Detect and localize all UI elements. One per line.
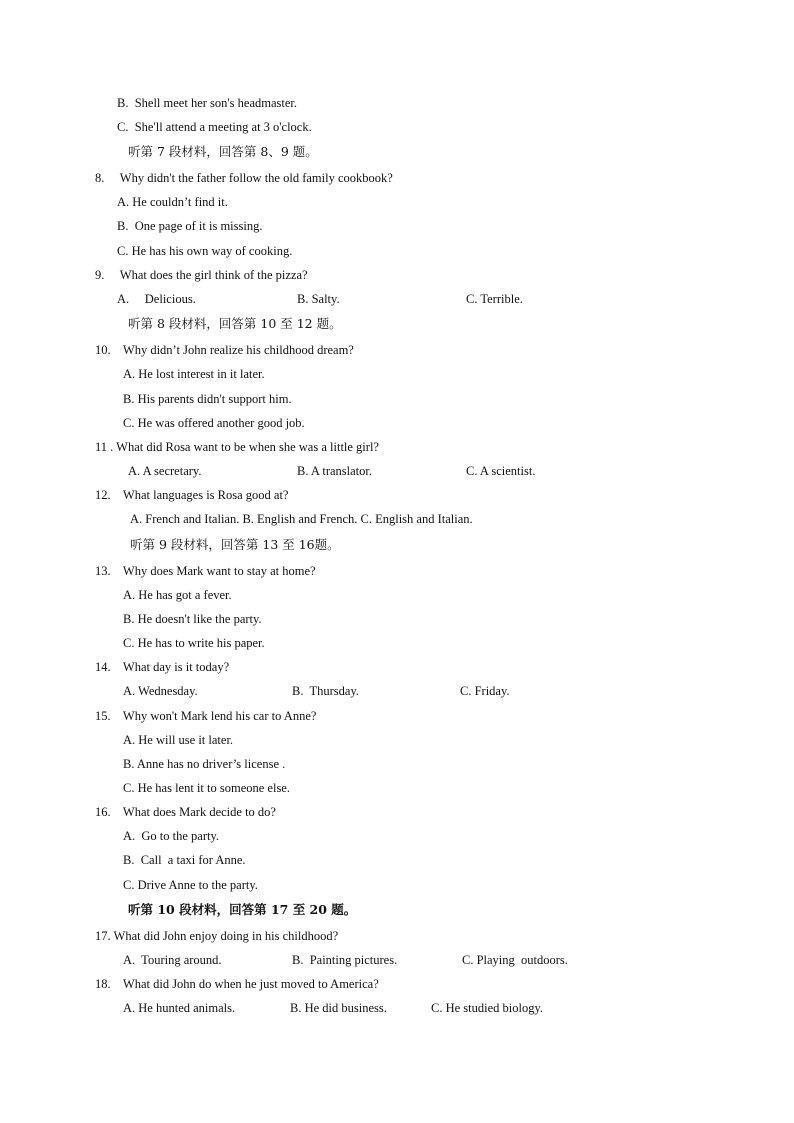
- option-11a: A. A secretary.: [128, 464, 202, 478]
- option-14c: C. Friday.: [460, 684, 510, 698]
- option-11b: B. A translator.: [297, 464, 372, 478]
- option-16c: C. Drive Anne to the party.: [123, 878, 258, 892]
- question-13: 13. Why does Mark want to stay at home?: [95, 564, 316, 578]
- option-7b: B. Shell meet her son's headmaster.: [117, 96, 297, 110]
- question-16: 16. What does Mark decide to do?: [95, 805, 276, 819]
- option-13a: A. He has got a fever.: [123, 588, 232, 602]
- option-10b: B. His parents didn't support him.: [123, 392, 292, 406]
- option-10a: A. He lost interest in it later.: [123, 367, 265, 381]
- option-16b: B. Call a taxi for Anne.: [123, 853, 246, 867]
- question-11: 11 . What did Rosa want to be when she was a little girl?: [95, 440, 379, 454]
- option-14b: B. Thursday.: [292, 684, 360, 698]
- question-10: 10. Why didn’t John realize his childhood dream?: [95, 343, 354, 357]
- option-15c: C. He has lent it to someone else.: [123, 781, 290, 795]
- option-18c: C. He studied biology.: [431, 1001, 544, 1015]
- question-14: 14. What day is it today?: [95, 660, 230, 674]
- option-18b: B. He did business.: [290, 1001, 387, 1015]
- section-heading-9: 听第 9 段材料，回答第 13 至 16题。: [130, 537, 340, 552]
- option-14a: A. Wednesday.: [123, 684, 198, 698]
- option-9b: B. Salty.: [297, 292, 340, 306]
- option-10c: C. He was offered another good job.: [123, 416, 305, 430]
- option-13c: C. He has to write his paper.: [123, 636, 265, 650]
- option-13b: B. He doesn't like the party.: [123, 612, 262, 626]
- question-17: 17. What did John enjoy doing in his childhood?: [95, 929, 339, 943]
- options-12: A. French and Italian. B. English and French. C. English and Italian.: [130, 512, 473, 526]
- option-7c: C. She'll attend a meeting at 3 o'clock.: [117, 120, 312, 134]
- question-9: 9. What does the girl think of the pizza?: [95, 268, 308, 282]
- option-16a: A. Go to the party.: [123, 829, 220, 843]
- option-8a: A. He couldn’t find it.: [117, 195, 228, 209]
- section-heading-8: 听第 8 段材料，回答第 10 至 12 题。: [128, 316, 342, 331]
- question-15: 15. Why won't Mark lend his car to Anne?: [95, 709, 317, 723]
- option-18a: A. He hunted animals.: [123, 1001, 236, 1015]
- option-9c: C. Terrible.: [466, 292, 523, 306]
- option-8b: B. One page of it is missing.: [117, 219, 263, 233]
- section-heading-10: 听第 10 段材料，回答第 17 至 20 题。: [128, 902, 357, 917]
- option-17a: A. Touring around.: [123, 953, 222, 967]
- option-9a: A. Delicious.: [117, 292, 196, 306]
- question-12: 12. What languages is Rosa good at?: [95, 488, 289, 502]
- option-17b: B. Painting pictures.: [292, 953, 398, 967]
- option-17c: C. Playing outdoors.: [462, 953, 568, 967]
- section-heading-7: 听第 7 段材料，回答第 8、9 题。: [128, 144, 318, 159]
- option-15a: A. He will use it later.: [123, 733, 234, 747]
- option-11c: C. A scientist.: [466, 464, 536, 478]
- option-8c: C. He has his own way of cooking.: [117, 244, 293, 258]
- option-15b: B. Anne has no driver’s license .: [123, 757, 286, 771]
- question-18: 18. What did John do when he just moved to America?: [95, 977, 379, 991]
- question-8: 8. Why didn't the father follow the old family cookbook?: [95, 171, 393, 185]
